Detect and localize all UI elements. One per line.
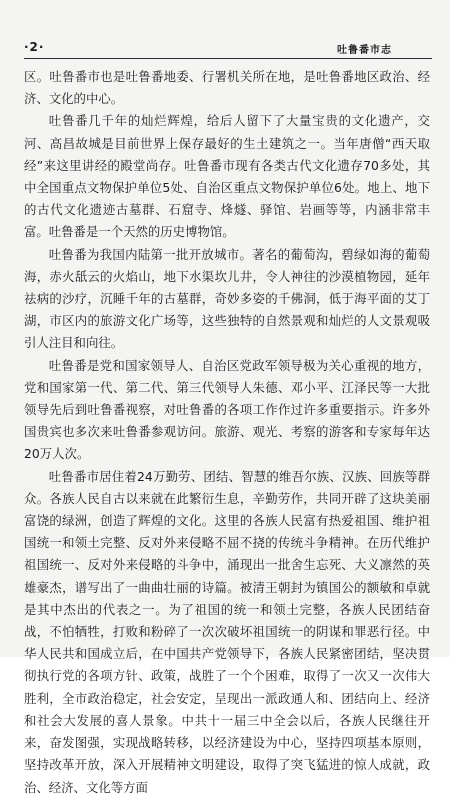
paragraph-people-history: 吐鲁番市居住着24万勤劳、团结、智慧的维吾尔族、汉族、回族等群众。各族人民自古以来就在此繁衍生息，辛勤劳作，共同开辟了这块美丽富饶的绿洲，创造了辉煌的文化。这里的各族人民富有热爱祖国、维护祖国统一和领土完整、反对外来侵略不屈不挠的传统斗争精神。在历代维护祖国统一、反对外来侵略的斗争中，涌现出一批舍生忘死、大义凛然的英雄豪杰，谱写出了一曲曲壮丽的诗篇。被清王朝封为镇国公的额敏和卓就是其中杰出的代表之一。为了祖国的统一和领土完整，各族人民团结奋战，不怕牺牲，打败和粉碎了一次次破坏祖国统一的阴谋和罪恶行径。中华人民共和国成立后，在中国共产党领导下，各族人民紧密团结，坚决贯彻执行党的各项方针、政策，战胜了一个个困难，取得了一次又一次伟大胜利，全市政治稳定，社会安定，呈现出一派政通人和、团结向上、经济和社会大发展的喜人景象。中共十一届三中全会以后，各族人民继往开来，奋发图强，实现战略转移，以经济建设为中心，坚持四项基本原则，坚持改革开放，深入开展精神文明建设，取得了突飞猛进的惊人成就，政治、经济、文化等方面	[24, 468, 430, 795]
page-number: ·2·	[24, 40, 45, 54]
body-text	[24, 66, 430, 799]
running-title: 吐鲁番市志	[337, 45, 392, 56]
paragraph-tourism: 吐鲁番为我国内陆第一批开放城市。著名的葡萄沟，碧绿如海的葡萄海，赤火舐云的火焰山，地下水渠坎儿井，令人神往的沙漠植物园，延年祛病的沙疗，沉睡千年的古墓群，奇妙多姿的千佛洞，低于海平面的艾丁湖，市区内的旅游文化广场等，这些独特的自然景观和灿烂的人文景观吸引人注目和向往。	[24, 246, 430, 351]
paragraph-cultural-heritage: 吐鲁番几千年的灿烂辉煌，给后人留下了大量宝贵的文化遗产，交河、高昌故城是目前世界上保存最好的生土建筑之一。当年唐僧“西天取经”来这里讲经的殿堂尚存。吐鲁番市现有各类古代文化遗存70多处，其中全国重点文物保护单位5处、自治区重点文物保护单位6处。地上、地下的古代文化遗迹古墓群、石窟寺、烽燧、驿馆、岩画等等，内涵非常丰富。吐鲁番是一个天然的历史博物馆。	[24, 113, 430, 240]
paragraph-continued: 区。吐鲁番市也是吐鲁番地委、行署机关所在地，是吐鲁番地区政治、经济、文化的中心。	[24, 69, 430, 107]
paragraph-leaders-visits: 吐鲁番是党和国家领导人、自治区党政军领导极为关心重视的地方，党和国家第一代、第二代、第三代领导人朱德、邓小平、江泽民等一大批领导先后到吐鲁番视察，对吐鲁番的各项工作作过许多重要指示。许多外国贵宾也多次来吐鲁番参观访问。旅游、观光、考察的游客和专家每年达20万人次。	[24, 357, 430, 462]
page-header	[24, 38, 432, 59]
